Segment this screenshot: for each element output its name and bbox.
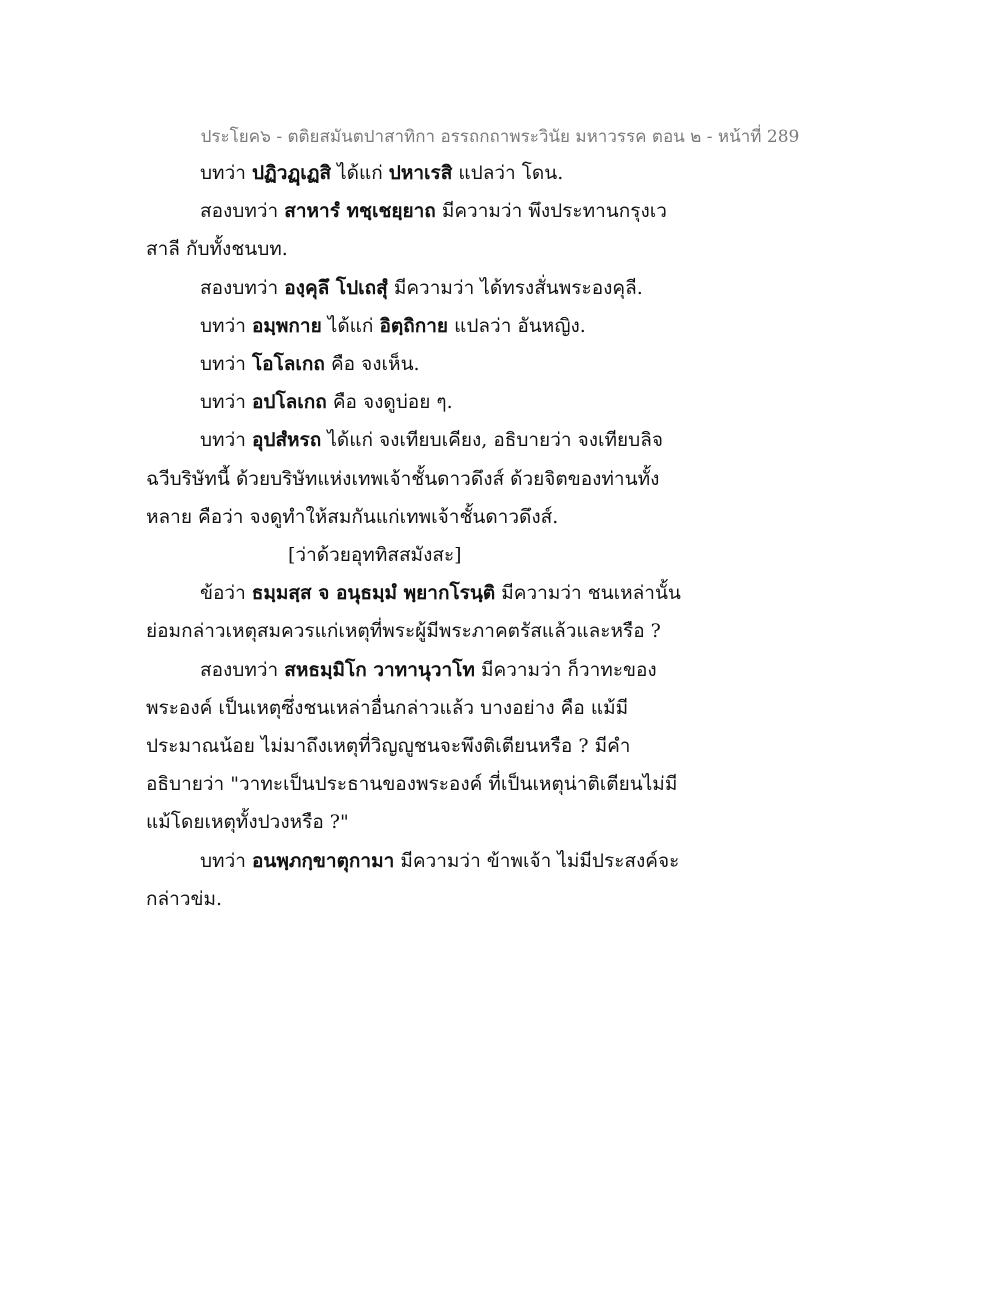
paragraph [146,383,686,421]
pali-term: สหธมฺมิโก วาทานุวาโท [284,658,475,681]
pali-term: อนพฺภกฺขาตุกามา [251,849,395,872]
pali-term: อปโลเกถ [251,391,327,414]
paragraph [146,421,686,536]
text-run: แปลว่า โดน. [452,162,564,184]
text-run: บทว่า [200,314,252,337]
text-run: แปลว่า อันหญิง. [448,314,586,337]
pali-term: ปหาเรสิ [388,162,453,184]
pali-term: อุปสํหรถ [251,429,322,452]
text-run: ได้แก่ [331,162,389,184]
section-heading: [ว่าด้วยอุททิสสมังสะ] [288,544,462,567]
text-run: บทว่า [200,391,252,414]
pali-term: โอโลเกถ [251,353,325,376]
text-run: สองบทว่า [200,276,285,299]
text-run: คือ จงเห็น. [324,353,420,376]
paragraph [146,651,686,842]
pali-term: ปฏิวฏฺเฏสิ [251,162,332,184]
text-run: คือ จงดูบ่อย ๆ. [326,391,453,414]
pali-term: อิตฺถิกาย [379,314,449,337]
text-run: มีความว่า ก็วาทะของพระองค์ เป็นเหตุซึ่งชนเหล่าอื่นกล่าวแล้ว บางอย่าง คือ แม้มีประมาณน้อย ไม่มาถึงเหตุที่วิญญูชนจะพึงติเตียนหรือ ? มีคำอธิบายว่า "วาทะเป็นประธานของพระองค์ ที่เป็นเหตุน่าติเตียนไม่มี แม้โดยเหตุทั้งปวงหรือ ?" [146,658,678,834]
page-header: ประโยค๖ - ตติยสมันตปาสาทิกา อรรถกถาพระวินัย มหาวรรค ตอน ๒ - หน้าที่ 289 [200,127,800,147]
text-run: มีความว่า ชนเหล่านั้น ย่อมกล่าวเหตุสมควรแก่เหตุที่พระผู้มีพระภาคตรัสแล้วและหรือ ? [146,582,681,643]
pali-term: อมฺพกาย [251,314,322,337]
text-run: ได้แก่ [321,314,380,337]
text-run: มีความว่า ได้ทรงสั่นพระองคุลี. [387,276,643,299]
pali-term: ธมฺมสฺส จ อนุธมฺมํ พฺยากโรนฺติ [251,582,496,605]
pali-term: สาหารํ ทชฺเชยฺยาถ [284,200,436,223]
text-run: สองบทว่า [200,658,285,681]
paragraph [146,574,686,650]
paragraph [146,842,686,918]
text-run: ข้อว่า [200,582,252,605]
text-run: บทว่า [200,162,252,184]
paragraph [146,307,686,345]
text-run: มีความว่า พึงประทานกรุงเวสาลี กับทั้งชนบท. [146,200,667,261]
text-run: มีความว่า ข้าพเจ้า ไม่มีประสงค์จะกล่าวข่ม. [146,849,680,910]
paragraph [146,345,686,383]
text-run: บทว่า [200,353,252,376]
text-run: บทว่า [200,849,252,872]
text-run: บทว่า [200,429,252,452]
paragraph [146,192,686,268]
paragraph [146,269,686,307]
pali-term: องฺคุลึ โปเถสุํ [284,276,388,299]
text-run: สองบทว่า [200,200,285,223]
text-run: ได้แก่ จงเทียบเคียง, อธิบายว่า จงเทียบลิจฉวีบริษัทนี้ ด้วยบริษัทแห่งเทพเจ้าชั้นดาวดึงส์ ด้วยจิตของท่านทั้งหลาย คือว่า จงดูทำให้สมกันแก่เทพเจ้าชั้นดาวดึงส์. [146,429,663,528]
document-body [146,154,686,918]
paragraph [146,154,686,192]
